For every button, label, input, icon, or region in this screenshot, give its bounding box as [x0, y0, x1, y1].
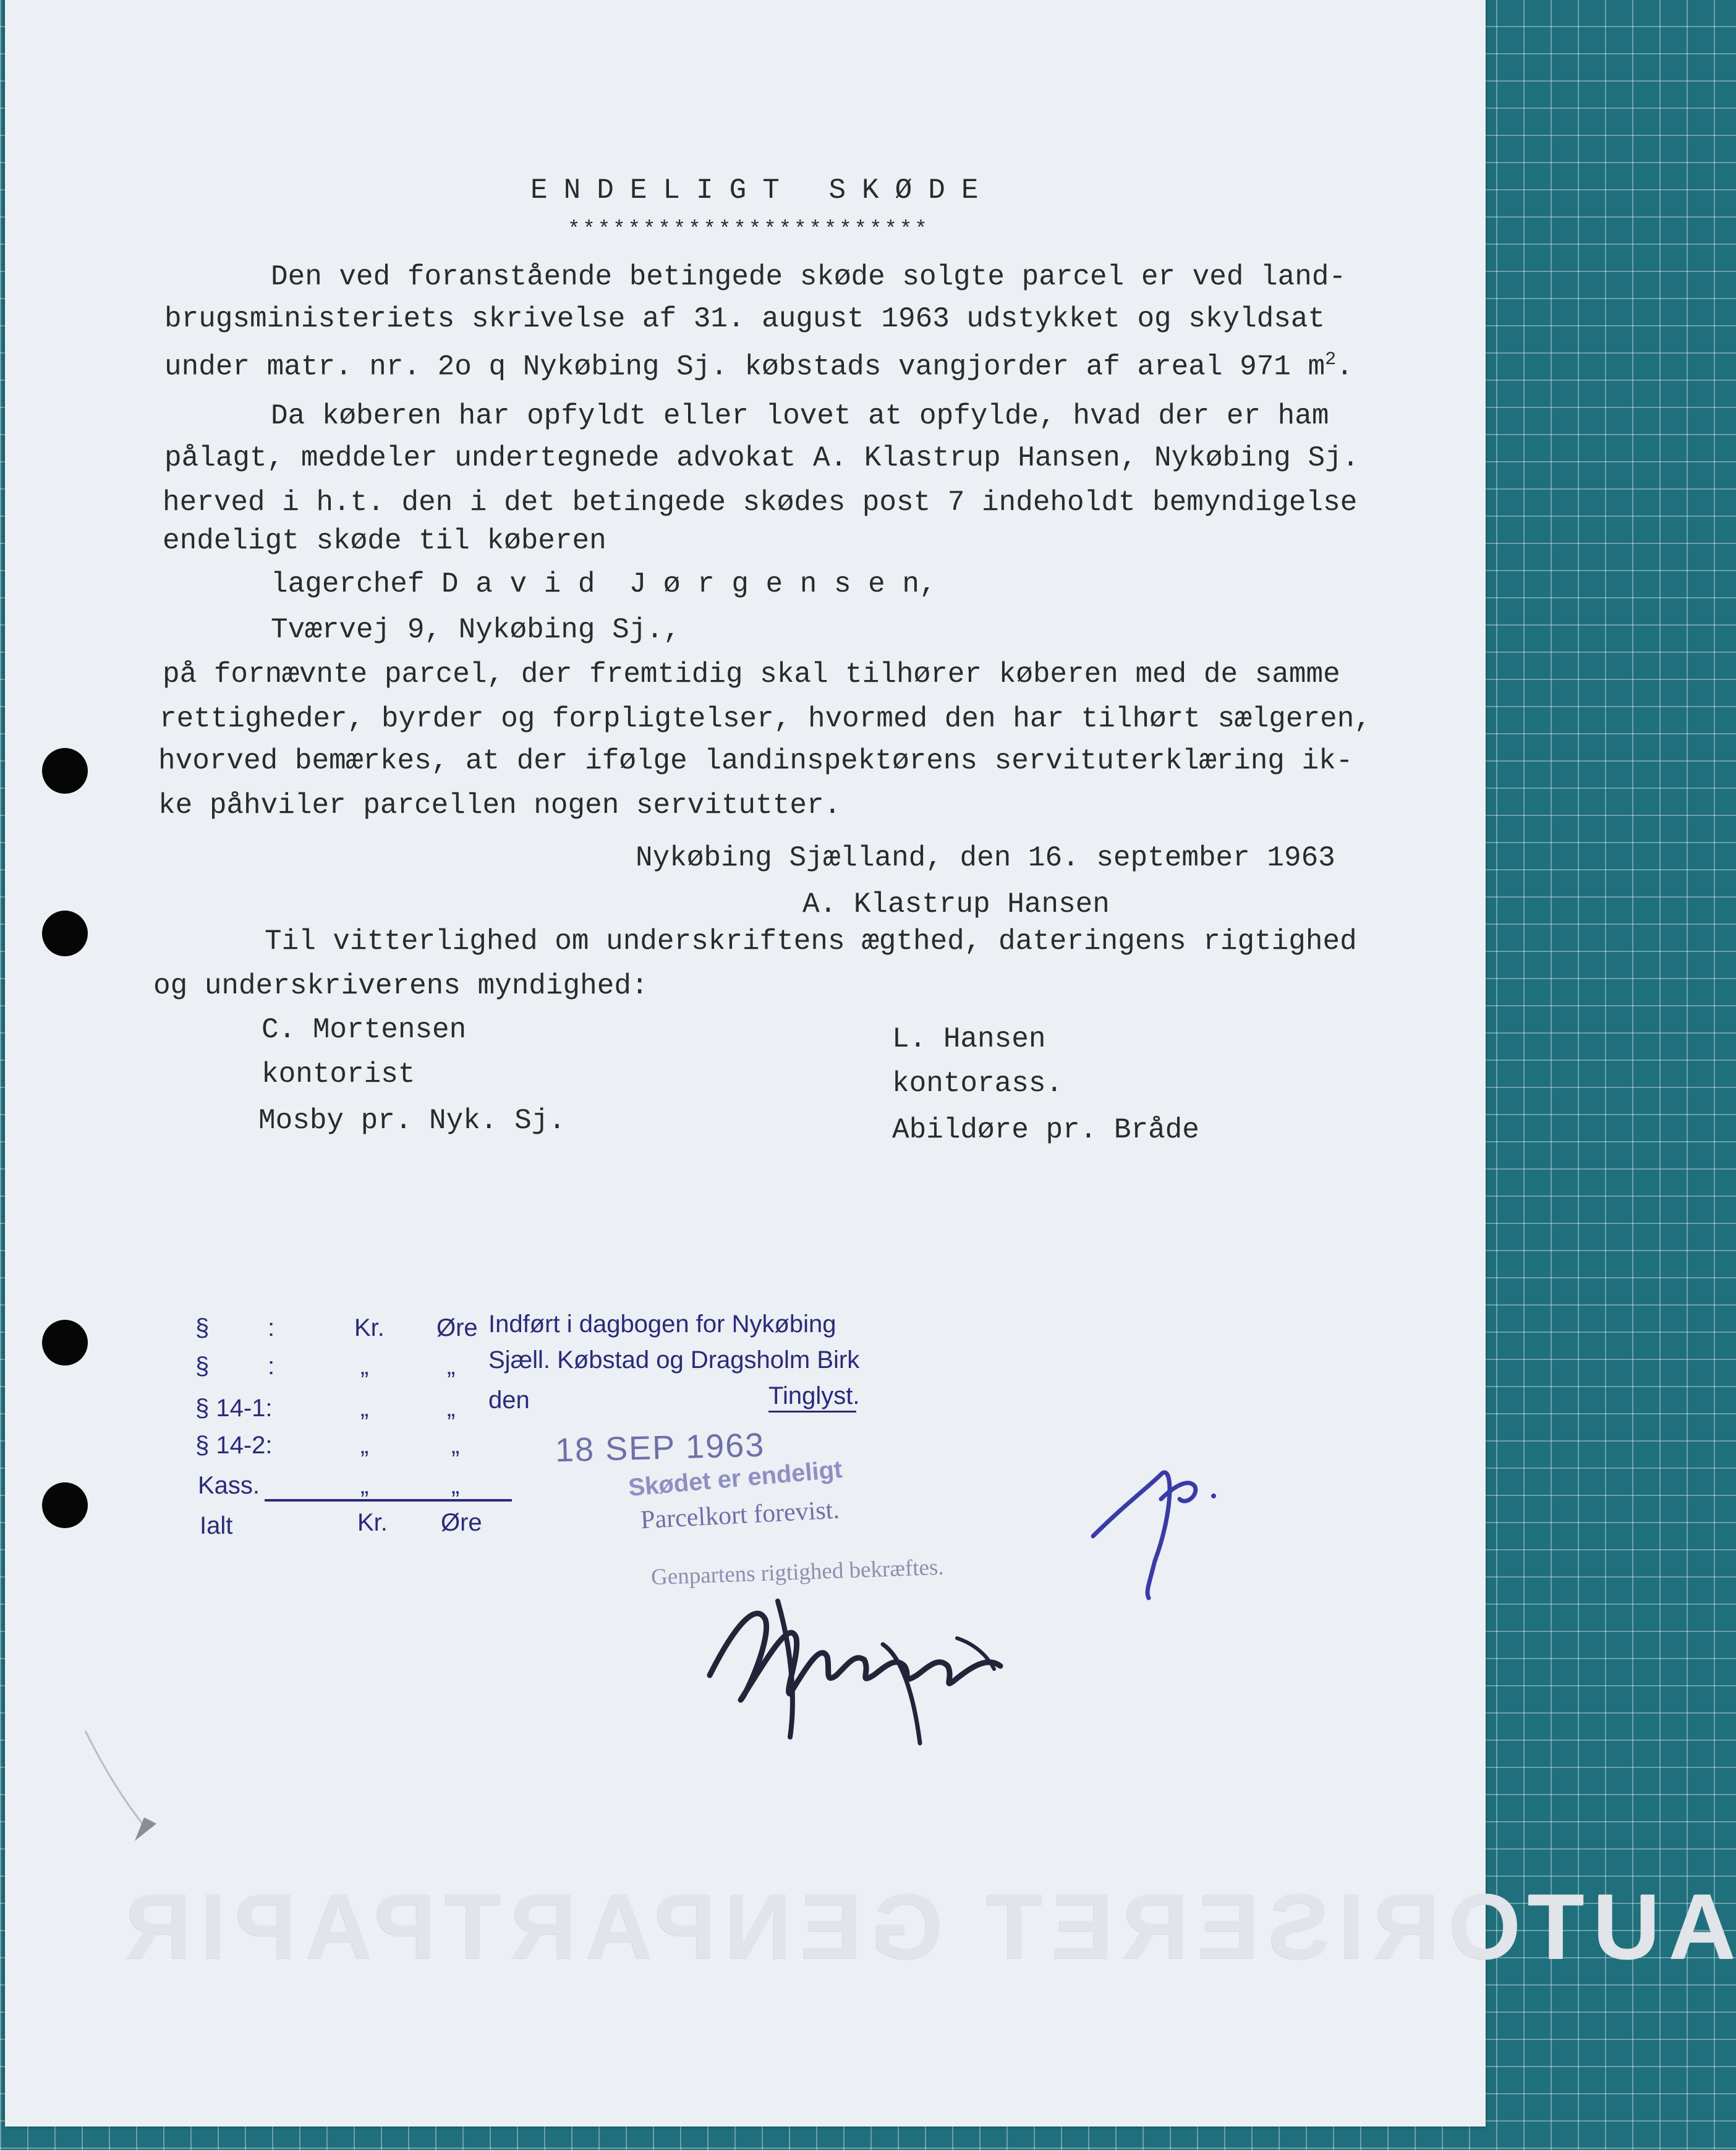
initials-signature: [1087, 1437, 1229, 1604]
handwritten-signature: [697, 1552, 1019, 1756]
witness-left-title: kontorist: [262, 1058, 415, 1090]
parcelkort-stamp: Parcelkort forevist.: [640, 1495, 840, 1535]
punch-hole-3: [42, 1320, 88, 1366]
document-title: ENDELIGT SKØDE: [530, 174, 995, 206]
witness-left-address: Mosby pr. Nyk. Sj.: [258, 1105, 566, 1137]
fee-row-3-d: „: [447, 1395, 456, 1422]
area-period: .: [1336, 351, 1353, 383]
total-rule: [265, 1499, 512, 1502]
fee-row-2-b: :: [268, 1353, 275, 1380]
fee-row-4-a: § 14-2:: [195, 1432, 273, 1459]
buyer-address-line: Tværvej 9, Nykøbing Sj.,: [271, 614, 681, 646]
fee-row-4-c: „: [360, 1432, 369, 1459]
buyer-name-line: lagerchef D a v i d J ø r g e n s e n,: [271, 568, 937, 600]
fee-row-1-a: §: [195, 1314, 210, 1341]
fee-row-6-d: Øre: [441, 1509, 482, 1536]
punch-hole-1: [42, 748, 88, 794]
fee-row-6-c: Kr.: [357, 1509, 388, 1536]
witness-left-name: C. Mortensen: [262, 1014, 467, 1046]
witness-right-title: kontorass.: [892, 1068, 1063, 1100]
register-line-1: Indført i dagbogen for Nykøbing: [488, 1311, 836, 1338]
body-line-3-text: under matr. nr. 2o q Nykøbing Sj. købstads vangjorder af areal 971 m: [164, 351, 1325, 383]
body-line-1: Den ved foranstående betingede skøde solgte parcel er ved land-: [271, 261, 1347, 293]
tinglyst-label: Tinglyst.: [768, 1382, 860, 1409]
witness-right-name: L. Hansen: [892, 1023, 1046, 1055]
punch-hole-4: [42, 1482, 88, 1528]
date-stamp: 18 SEP 1963: [555, 1426, 766, 1469]
genpart-stamp: Genpartens rigtighed bekræftes.: [650, 1554, 945, 1591]
fee-row-1-c: Kr.: [354, 1314, 385, 1341]
fee-row-5-d: „: [451, 1472, 460, 1499]
register-line-2: Sjæll. Købstad og Dragsholm Birk: [488, 1346, 860, 1374]
fee-row-5-a: Kass.: [198, 1472, 260, 1499]
watermark-text: AUTORISERET GENPARTPAPIR: [116, 1874, 1736, 1978]
fee-row-3-a: § 14-1:: [195, 1395, 273, 1422]
fee-row-5-c: „: [360, 1472, 369, 1499]
area-superscript: 2: [1325, 349, 1337, 370]
place-date: Nykøbing Sjælland, den 16. september 1963: [636, 842, 1335, 874]
skoedet-stamp: Skødet er endeligt: [627, 1455, 844, 1502]
document-page: [5, 0, 1736, 2127]
title-underline-stars: ************************: [568, 218, 930, 242]
body-line-7: endeligt skøde til køberen: [163, 525, 606, 557]
body-line-2: brugsministeriets skrivelse af 31. august 1963 udstykket og skyldsat: [164, 303, 1325, 335]
witness-intro-2: og underskriverens myndighed:: [153, 970, 649, 1002]
fee-row-6-a: Ialt: [200, 1512, 233, 1539]
signer-name: A. Klastrup Hansen: [802, 888, 1110, 920]
body-line-10: på fornævnte parcel, der fremtidig skal tilhører køberen med de samme: [163, 658, 1340, 690]
body-line-3: [164, 351, 1353, 381]
body-line-6: herved i h.t. den i det betingede skødes post 7 indeholdt bemyndigelse: [163, 487, 1358, 519]
register-line-3: den: [488, 1387, 530, 1414]
paper-crease: [85, 1731, 160, 1842]
witness-intro-1: Til vitterlighed om underskriftens ægthed, dateringens rigtighed: [265, 925, 1357, 958]
body-line-11: rettigheder, byrder og forpligtelser, hvormed den har tilhørt sælgeren,: [160, 703, 1371, 735]
tinglyst-underline: [768, 1411, 856, 1413]
body-line-13: ke påhviler parcellen nogen servitutter.: [158, 789, 841, 822]
punch-hole-2: [42, 911, 88, 956]
fee-row-1-b: :: [268, 1314, 275, 1341]
body-line-4: Da køberen har opfyldt eller lovet at opfylde, hvad der er ham: [271, 400, 1329, 432]
fee-row-2-d: „: [447, 1353, 456, 1380]
fee-row-4-d: „: [451, 1432, 460, 1459]
fee-row-3-c: „: [360, 1395, 369, 1422]
fee-row-2-a: §: [195, 1353, 210, 1380]
fee-row-1-d: Øre: [436, 1314, 478, 1341]
body-line-5: pålagt, meddeler undertegnede advokat A. Klastrup Hansen, Nykøbing Sj.: [164, 442, 1359, 474]
fee-row-2-c: „: [360, 1353, 369, 1380]
witness-right-address: Abildøre pr. Bråde: [892, 1114, 1199, 1146]
body-line-12: hvorved bemærkes, at der ifølge landinspektørens servituterklæring ik-: [158, 745, 1353, 777]
